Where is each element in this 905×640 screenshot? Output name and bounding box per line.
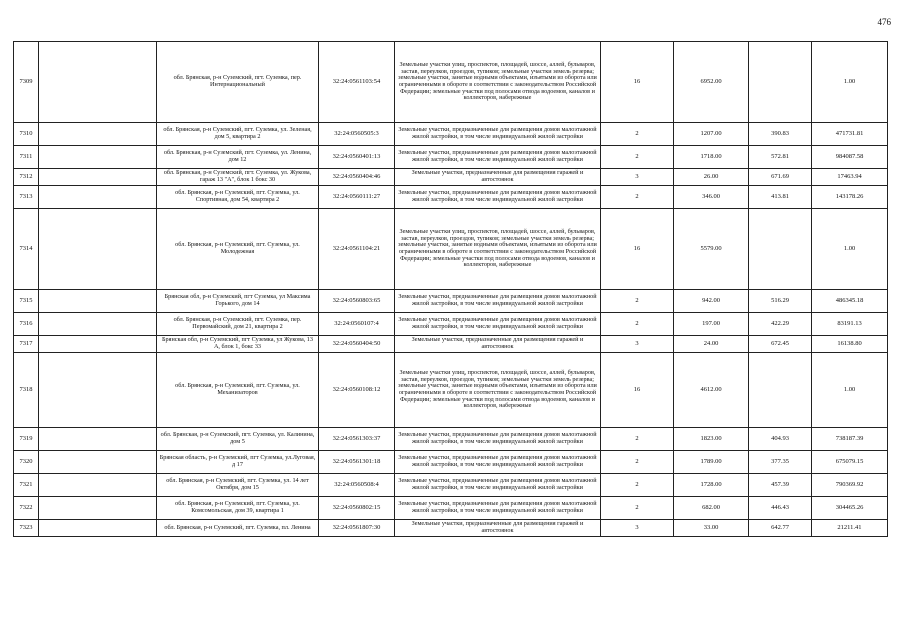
group-cell: 2 [601, 146, 674, 169]
address-cell: обл. Брянская, р-н Суземский, пгт. Суземка, ул. 14 лет Октября, дом 15 [157, 474, 319, 497]
blank-cell [39, 428, 157, 451]
address-cell: обл. Брянская, р-н Суземский, пгт. Суземка, пер. Первомайский, дом 21, квартира 2 [157, 313, 319, 336]
row-number-cell: 7309 [14, 42, 39, 123]
cadastral-value-cell: 1.00 [812, 209, 888, 290]
row-number-cell: 7313 [14, 186, 39, 209]
area-cell: 4612.00 [674, 353, 749, 428]
land-use-cell: Земельные участки, предназначенные для размещения домов малоэтажной жилой застройки, в том числе индивидуальной жилой застройки [395, 313, 601, 336]
blank-cell [39, 186, 157, 209]
area-cell: 1823.00 [674, 428, 749, 451]
land-use-cell: Земельные участки улиц, проспектов, площадей, шоссе, аллей, бульваров, застав, переулков, проездов, тупиков; земельные участки земель резерва; земельные участки, занятые водными объектами, изъятыми из оборота или ограниченными в обороте в соответствии с законодательством Российской Федерации; земельные участки под полосами отвода водоемов, каналов и коллекторов, набережные [395, 353, 601, 428]
area-cell: 942.00 [674, 290, 749, 313]
cadastral-value-cell: 1.00 [812, 42, 888, 123]
cadastral-value-cell: 675079.15 [812, 451, 888, 474]
blank-cell [39, 169, 157, 186]
table-row [14, 169, 888, 186]
area-cell: 197.00 [674, 313, 749, 336]
row-number-cell: 7312 [14, 169, 39, 186]
cadastral-value-cell: 143178.26 [812, 186, 888, 209]
cadastral-number-cell: 32:24:0560107:4 [319, 313, 395, 336]
address-cell: обл. Брянская, р-н Суземский, пгт. Суземка, ул. Калинина, дом 5 [157, 428, 319, 451]
address-cell: обл. Брянская, р-н Суземский, пгт. Суземка, пл. Ленина [157, 520, 319, 537]
blank-cell [39, 451, 157, 474]
cadastral-number-cell: 32:24:0561104:21 [319, 209, 395, 290]
table-row [14, 520, 888, 537]
address-cell: Брянская область, р-н Суземский, пгт Суземка, ул.Луговая, д 17 [157, 451, 319, 474]
group-cell: 2 [601, 290, 674, 313]
cadastral-value-cell: 304465.26 [812, 497, 888, 520]
specific-value-cell: 446.43 [749, 497, 812, 520]
cadastral-value-cell: 471731.81 [812, 123, 888, 146]
cadastral-number-cell: 32:24:0561807:30 [319, 520, 395, 537]
table-row [14, 146, 888, 169]
row-number-cell: 7311 [14, 146, 39, 169]
cadastral-value-cell: 1.00 [812, 353, 888, 428]
land-use-cell: Земельные участки улиц, проспектов, площадей, шоссе, аллей, бульваров, застав, переулков, проездов, тупиков; земельные участки земель резерва; земельные участки, занятые водными объектами, изъятыми из оборота или ограниченными в обороте в соответствии с законодательством Российской Федерации; земельные участки под полосами отвода водоемов, каналов и коллекторов, набережные [395, 209, 601, 290]
blank-cell [39, 146, 157, 169]
area-cell: 1718.00 [674, 146, 749, 169]
specific-value-cell: 404.93 [749, 428, 812, 451]
row-number-cell: 7323 [14, 520, 39, 537]
address-cell: обл. Брянская, р-н Суземский, пгт. Суземка, ул. Комсомольская, дом 39, квартира 1 [157, 497, 319, 520]
cadastral-number-cell: 32:24:0561103:54 [319, 42, 395, 123]
row-number-cell: 7314 [14, 209, 39, 290]
table-row [14, 451, 888, 474]
group-cell: 16 [601, 42, 674, 123]
group-cell: 3 [601, 169, 674, 186]
group-cell: 3 [601, 336, 674, 353]
specific-value-cell: 516.29 [749, 290, 812, 313]
table-row [14, 497, 888, 520]
group-cell: 16 [601, 209, 674, 290]
row-number-cell: 7317 [14, 336, 39, 353]
group-cell: 2 [601, 451, 674, 474]
land-use-cell: Земельные участки, предназначенные для размещения домов малоэтажной жилой застройки, в том числе индивидуальной жилой застройки [395, 451, 601, 474]
blank-cell [39, 313, 157, 336]
address-cell: обл. Брянская, р-н Суземский, пгт. Суземка, ул. Ленина, дом 12 [157, 146, 319, 169]
area-cell: 6952.00 [674, 42, 749, 123]
land-use-cell: Земельные участки, предназначенные для размещения домов малоэтажной жилой застройки, в том числе индивидуальной жилой застройки [395, 186, 601, 209]
cadastral-number-cell: 32:24:0560108:12 [319, 353, 395, 428]
cadastral-value-cell: 21211.41 [812, 520, 888, 537]
group-cell: 2 [601, 474, 674, 497]
blank-cell [39, 474, 157, 497]
group-cell: 2 [601, 497, 674, 520]
cadastral-number-cell: 32:24:0561303:37 [319, 428, 395, 451]
cadastral-number-cell: 32:24:0560404:46 [319, 169, 395, 186]
table-row [14, 186, 888, 209]
row-number-cell: 7322 [14, 497, 39, 520]
row-number-cell: 7310 [14, 123, 39, 146]
land-use-cell: Земельные участки улиц, проспектов, площадей, шоссе, аллей, бульваров, застав, переулков, проездов, тупиков; земельные участки земель резерва; земельные участки, занятые водными объектами, изъятыми из оборота или ограниченными в обороте в соответствии с законодательством Российской Федерации; земельные участки под полосами отвода водоемов, каналов и коллекторов, набережные [395, 42, 601, 123]
address-cell: обл. Брянская, р-н Суземский, пгт. Суземка, пер. Интернациональный [157, 42, 319, 123]
specific-value-cell: 377.35 [749, 451, 812, 474]
address-cell: Брянская обл, р-н Суземский, пгт Суземка, ул Жукова, 13 А, блок 1, бокс 33 [157, 336, 319, 353]
cadastral-value-cell: 17463.94 [812, 169, 888, 186]
cadastral-number-cell: 32:24:0561301:18 [319, 451, 395, 474]
cadastral-number-cell: 32:24:0560505:3 [319, 123, 395, 146]
row-number-cell: 7321 [14, 474, 39, 497]
cadastral-number-cell: 32:24:0560802:15 [319, 497, 395, 520]
cadastral-number-cell: 32:24:0560803:65 [319, 290, 395, 313]
area-cell: 1207.00 [674, 123, 749, 146]
blank-cell [39, 290, 157, 313]
cadastral-value-cell: 16138.80 [812, 336, 888, 353]
cadastral-value-cell: 738187.39 [812, 428, 888, 451]
address-cell: обл. Брянская, р-н Суземский, пгт. Суземка, ул. Молодежная [157, 209, 319, 290]
cadastral-value-cell: 790369.92 [812, 474, 888, 497]
area-cell: 1789.00 [674, 451, 749, 474]
land-use-cell: Земельные участки, предназначенные для размещения домов малоэтажной жилой застройки, в том числе индивидуальной жилой застройки [395, 428, 601, 451]
row-number-cell: 7315 [14, 290, 39, 313]
row-number-cell: 7316 [14, 313, 39, 336]
land-use-cell: Земельные участки, предназначенные для размещения гаражей и автостоянок [395, 169, 601, 186]
specific-value-cell: 457.39 [749, 474, 812, 497]
specific-value-cell: 390.83 [749, 123, 812, 146]
blank-cell [39, 520, 157, 537]
address-cell: обл. Брянская, р-н Суземский, пгт. Суземка, ул. Жукова, гараж 13 "А", блок 1 бокс 30 [157, 169, 319, 186]
land-use-cell: Земельные участки, предназначенные для размещения гаражей и автостоянок [395, 520, 601, 537]
table-row [14, 353, 888, 428]
blank-cell [39, 336, 157, 353]
cadastral-value-table [13, 41, 888, 537]
table-row [14, 313, 888, 336]
specific-value-cell: 642.77 [749, 520, 812, 537]
blank-cell [39, 209, 157, 290]
group-cell: 16 [601, 353, 674, 428]
row-number-cell: 7319 [14, 428, 39, 451]
land-use-cell: Земельные участки, предназначенные для размещения домов малоэтажной жилой застройки, в том числе индивидуальной жилой застройки [395, 474, 601, 497]
address-cell: обл. Брянская, р-н Суземский, пгт. Суземка, ул. Механизаторов [157, 353, 319, 428]
area-cell: 1728.00 [674, 474, 749, 497]
blank-cell [39, 42, 157, 123]
area-cell: 24.00 [674, 336, 749, 353]
cadastral-number-cell: 32:24:0560404:50 [319, 336, 395, 353]
specific-value-cell: 671.69 [749, 169, 812, 186]
specific-value-cell [749, 353, 812, 428]
area-cell: 682.00 [674, 497, 749, 520]
blank-cell [39, 497, 157, 520]
cadastral-number-cell: 32:24:0560508:4 [319, 474, 395, 497]
row-number-cell: 7318 [14, 353, 39, 428]
table-row [14, 290, 888, 313]
land-use-cell: Земельные участки, предназначенные для размещения домов малоэтажной жилой застройки, в том числе индивидуальной жилой застройки [395, 123, 601, 146]
page-number: 476 [877, 17, 891, 27]
area-cell: 346.00 [674, 186, 749, 209]
land-use-cell: Земельные участки, предназначенные для размещения домов малоэтажной жилой застройки, в том числе индивидуальной жилой застройки [395, 146, 601, 169]
specific-value-cell [749, 209, 812, 290]
address-cell: Брянская обл, р-н Суземский, пгт Суземка, ул Максима Горького, дом 14 [157, 290, 319, 313]
group-cell: 2 [601, 313, 674, 336]
cadastral-value-cell: 984087.58 [812, 146, 888, 169]
area-cell: 26.00 [674, 169, 749, 186]
cadastral-value-cell: 486345.18 [812, 290, 888, 313]
blank-cell [39, 353, 157, 428]
land-use-cell: Земельные участки, предназначенные для размещения гаражей и автостоянок [395, 336, 601, 353]
group-cell: 2 [601, 123, 674, 146]
table-row [14, 42, 888, 123]
cadastral-value-cell: 83191.13 [812, 313, 888, 336]
area-cell: 5579.00 [674, 209, 749, 290]
land-use-cell: Земельные участки, предназначенные для размещения домов малоэтажной жилой застройки, в том числе индивидуальной жилой застройки [395, 497, 601, 520]
specific-value-cell [749, 42, 812, 123]
group-cell: 3 [601, 520, 674, 537]
land-use-cell: Земельные участки, предназначенные для размещения домов малоэтажной жилой застройки, в том числе индивидуальной жилой застройки [395, 290, 601, 313]
area-cell: 33.00 [674, 520, 749, 537]
address-cell: обл. Брянская, р-н Суземский, пгт. Суземка, ул. Спортивная, дом 54, квартира 2 [157, 186, 319, 209]
row-number-cell: 7320 [14, 451, 39, 474]
group-cell: 2 [601, 186, 674, 209]
address-cell: обл. Брянская, р-н Суземский, пгт. Суземка, ул. Зеленая, дом 5, квартира 2 [157, 123, 319, 146]
cadastral-number-cell: 32:24:0560401:13 [319, 146, 395, 169]
blank-cell [39, 123, 157, 146]
specific-value-cell: 413.81 [749, 186, 812, 209]
table-row [14, 209, 888, 290]
specific-value-cell: 422.29 [749, 313, 812, 336]
specific-value-cell: 572.81 [749, 146, 812, 169]
cadastral-number-cell: 32:24:0560111:27 [319, 186, 395, 209]
specific-value-cell: 672.45 [749, 336, 812, 353]
table-row [14, 123, 888, 146]
table-row [14, 428, 888, 451]
group-cell: 2 [601, 428, 674, 451]
table-row [14, 336, 888, 353]
table-row [14, 474, 888, 497]
